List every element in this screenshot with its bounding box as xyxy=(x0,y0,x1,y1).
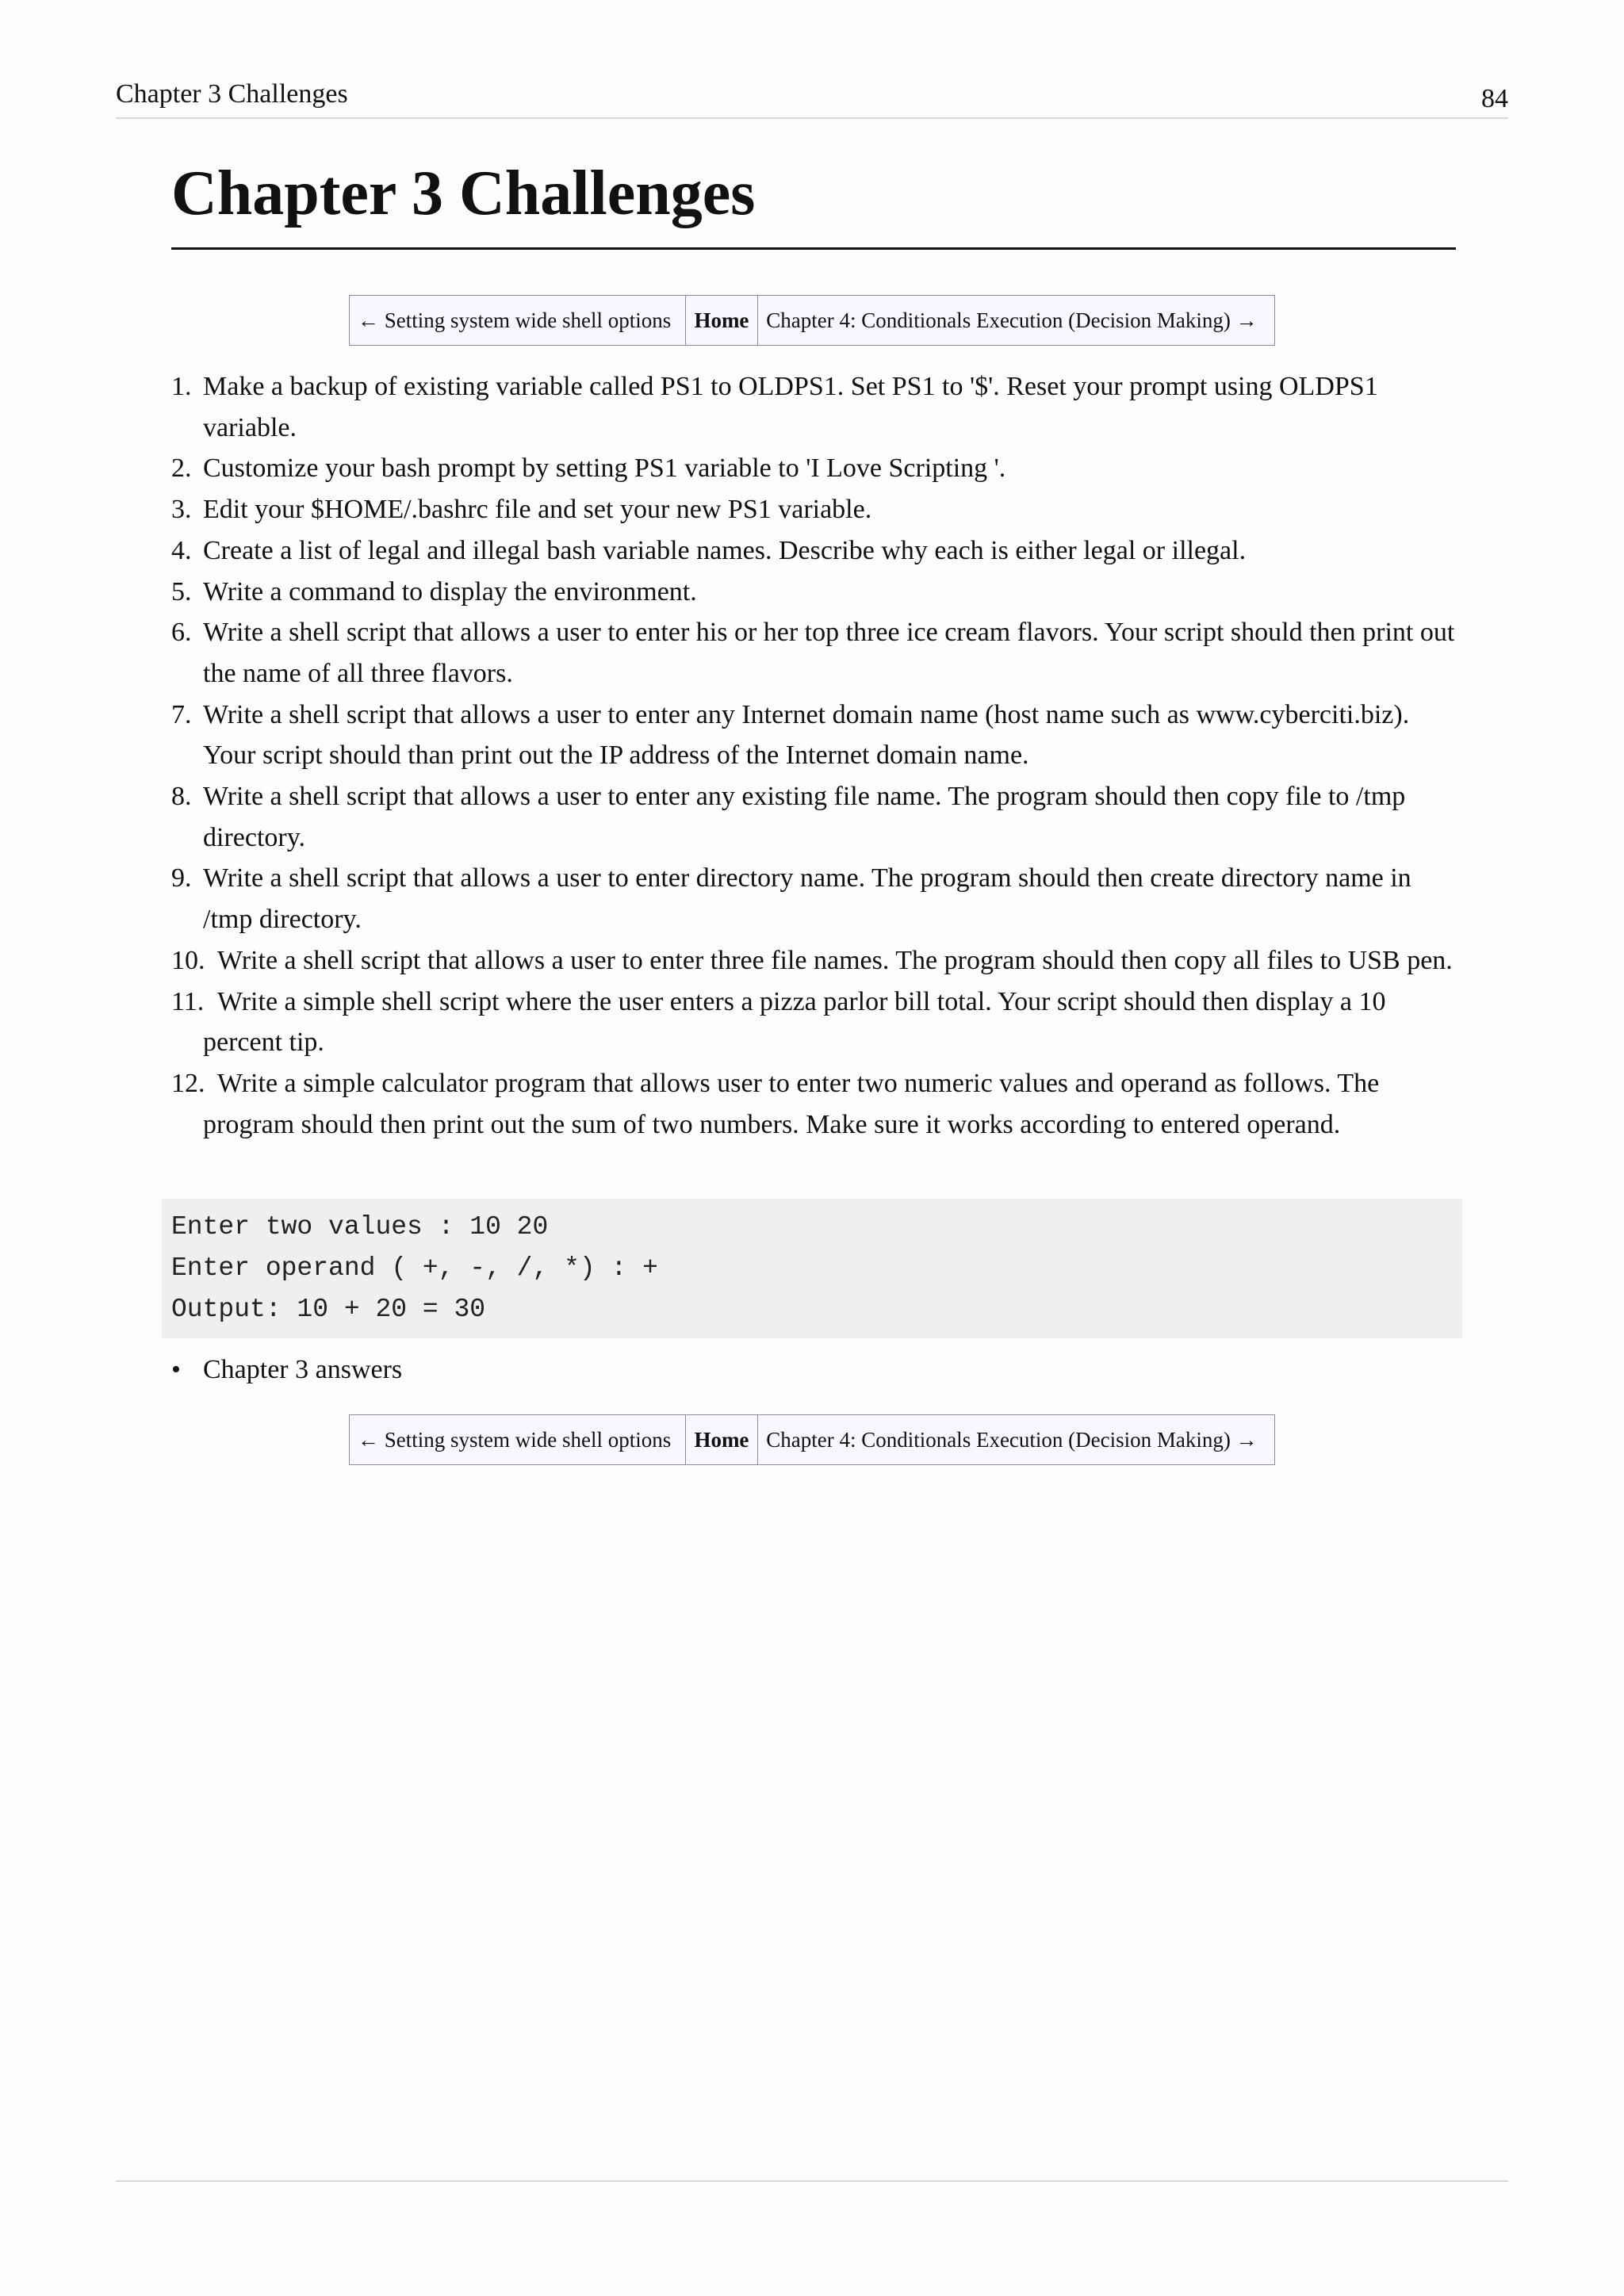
nav-next-cell xyxy=(758,296,1275,346)
item-number: 6. xyxy=(171,618,192,648)
nav-prev-cell xyxy=(350,1415,686,1465)
item-number: 10. xyxy=(171,945,205,975)
item-text: Write a simple calculator program that allows user to enter two numeric values and operand as follows. The program should then print out the sum of two numbers. Make sure it works according to entered operand. xyxy=(203,1068,1380,1139)
item-number: 1. xyxy=(171,372,192,401)
answers-list xyxy=(171,1349,402,1391)
footer-divider xyxy=(116,2180,1508,2182)
item-text: Write a command to display the environment. xyxy=(203,576,697,607)
page-number: 84 xyxy=(1481,84,1508,113)
item-number: 3. xyxy=(171,495,192,525)
item-text: Write a simple shell script where the user enters a pizza parlor bill total. Your script should then display a 10 percent tip. xyxy=(203,986,1386,1058)
running-title: Chapter 3 Challenges xyxy=(116,79,348,109)
item-text: Create a list of legal and illegal bash variable names. Describe why each is either legal or illegal. xyxy=(203,535,1247,565)
item-text: Write a shell script that allows a user to enter his or her top three ice cream flavors. Your script should then print out the name of all three flavors. xyxy=(203,618,1455,688)
list-item xyxy=(171,1349,402,1391)
top-navigation xyxy=(349,295,1275,346)
item-text: Write a shell script that allows a user to enter any existing file name. The program should then copy file to /tmp directory. xyxy=(203,782,1406,852)
item-number: 9. xyxy=(171,863,192,894)
item-number: 11. xyxy=(171,986,205,1016)
running-header xyxy=(116,79,1508,119)
next-page-link[interactable]: Chapter 4: Conditionals Execution (Decision Making) → xyxy=(766,308,1258,332)
nav-prev-cell xyxy=(350,296,686,346)
list-item xyxy=(171,695,1464,776)
list-item xyxy=(171,612,1464,694)
code-line: Enter operand ( +, -, /, *) : + xyxy=(171,1253,658,1283)
list-item xyxy=(171,572,1464,613)
code-line: Output: 10 + 20 = 30 xyxy=(171,1295,486,1324)
item-number: 8. xyxy=(171,782,192,812)
item-text: Make a backup of existing variable called PS1 to OLDPS1. Set PS1 to '$'. Reset your prompt using OLDPS1 variable. xyxy=(203,372,1378,442)
page-title: Chapter 3 Challenges xyxy=(171,159,756,228)
home-link[interactable]: Home xyxy=(694,308,749,332)
item-text: Write a shell script that allows a user to enter any Internet domain name (host name such as www.cyberciti.biz). Your script should than print out the IP address of the Internet domain name. xyxy=(203,699,1410,771)
home-link[interactable]: Home xyxy=(694,1427,749,1452)
code-example xyxy=(162,1199,1462,1338)
item-number: 5. xyxy=(171,576,192,607)
answers-link[interactable]: Chapter 3 answers xyxy=(203,1355,403,1384)
list-item xyxy=(171,366,1464,448)
list-item xyxy=(171,448,1464,489)
prev-page-link[interactable]: ← Setting system wide shell options xyxy=(358,308,672,332)
challenge-list xyxy=(171,366,1464,1145)
nav-home-cell xyxy=(685,296,758,346)
list-item xyxy=(171,1063,1464,1145)
list-item xyxy=(171,982,1464,1063)
item-number: 7. xyxy=(171,699,192,729)
item-text: Write a shell script that allows a user to enter three file names. The program should then copy all files to USB pen. xyxy=(217,945,1453,975)
code-line: Enter two values : 10 20 xyxy=(171,1212,549,1242)
prev-page-link[interactable]: ← Setting system wide shell options xyxy=(358,1427,672,1452)
list-item xyxy=(171,858,1464,939)
item-text: Write a shell script that allows a user to enter directory name. The program should then create directory name in /tmp directory. xyxy=(203,863,1411,935)
list-item xyxy=(171,940,1464,982)
item-text: Customize your bash prompt by setting PS1 variable to 'I Love Scripting '. xyxy=(203,453,1006,484)
item-number: 4. xyxy=(171,535,192,565)
item-text: Edit your $HOME/.bashrc file and set your new PS1 variable. xyxy=(203,495,872,525)
nav-home-cell xyxy=(685,1415,758,1465)
heading-divider xyxy=(171,247,1456,250)
bullet-icon: • xyxy=(171,1355,181,1384)
bottom-navigation xyxy=(349,1414,1275,1465)
list-item xyxy=(171,489,1464,530)
list-item xyxy=(171,530,1464,572)
item-number: 12. xyxy=(171,1068,205,1098)
list-item xyxy=(171,776,1464,858)
next-page-link[interactable]: Chapter 4: Conditionals Execution (Decision Making) → xyxy=(766,1427,1258,1452)
item-number: 2. xyxy=(171,453,192,484)
nav-next-cell xyxy=(758,1415,1275,1465)
